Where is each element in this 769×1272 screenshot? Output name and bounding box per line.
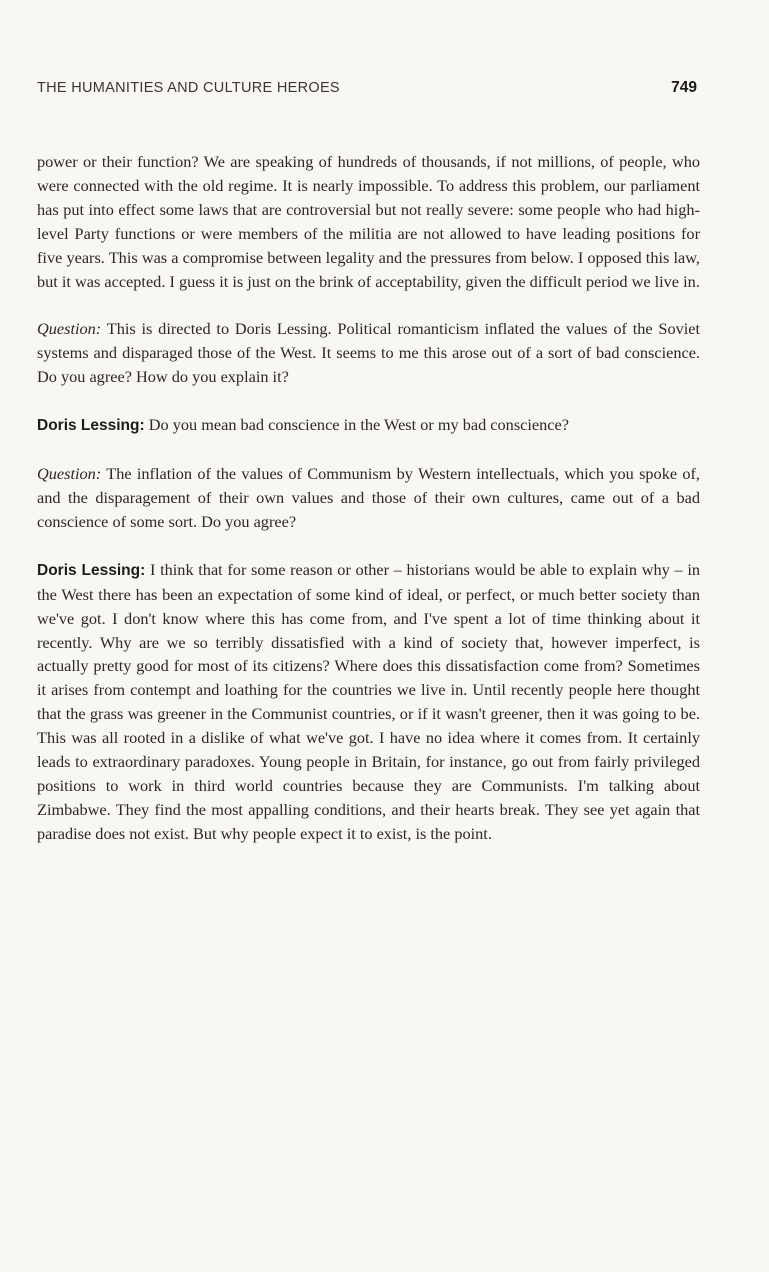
page-number: 749	[671, 79, 697, 96]
running-head	[37, 80, 699, 104]
answer-paragraph	[37, 413, 700, 438]
question-text: This is directed to Doris Lessing. Political romanticism inflated the values of the Soviet systems and disparaged those of the West. It seems to me this arose out of a sort of bad conscience. Do you agree? How do you explain it?	[37, 319, 701, 387]
answer-text: Do you mean bad conscience in the West or my bad conscience?	[148, 415, 569, 435]
paragraph-text: power or their function? We are speaking of hundreds of thousands, if not millions, of people, who were connected with the old regime. It is nearly impossible. To address this problem, our parliament has put into effect some laws that are controversial but not really severe: some people who had high-level Party functions or were members of the militia are not allowed to have leading positions for five years. This was a compromise between legality and the pressures from below. I opposed this law, but it was accepted. I guess it is just on the brink of acceptability, given the difficult period we live in.	[37, 152, 700, 291]
question-paragraph	[37, 317, 700, 389]
answer-paragraph	[37, 558, 700, 846]
body-text	[37, 150, 700, 846]
answer-text: I think that for some reason or other – historians would be able to explain why – in the West there has been an expectation of some kind of ideal, or perfect, or much better society than we've got. I don't know where this has come from, and I've spent a lot of time thinking about it recently. Why are we so terribly dissatisfied with a kind of society that, however imperfect, is actually pretty good for most of its citizens? Where does this dissatisfaction come from? Sometimes it arises from contempt and loathing for the countries we live in. Until recently people here thought that the grass was greener in the Communist countries, or if it wasn't greener, then it was going to be. This was all rooted in a dislike of what we've got. I have no idea where it comes from. It certainly leads to extraordinary paradoxes. Young people in Britain, for instance, go out from fairly privileged positions to work in third world countries because they are Communists. I'm talking about Zimbabwe. They find the most appalling conditions, and their hearts break. They see yet again that paradise does not exist. But why people expect it to exist, is the point.	[37, 559, 700, 843]
question-label: Question:	[37, 319, 102, 339]
speaker-name: Doris Lessing:	[37, 417, 145, 435]
question-label: Question:	[37, 464, 102, 484]
question-paragraph	[37, 462, 700, 534]
paragraph-continued	[37, 150, 700, 293]
speaker-name: Doris Lessing:	[37, 561, 146, 579]
question-text: The inflation of the values of Communism by Western intellectuals, which you spoke of, and the disparagement of their own values and those of their own cultures, came out of a bad conscience of some sort. Do you agree?	[37, 464, 701, 531]
running-title: THE HUMANITIES AND CULTURE HEROES	[37, 80, 340, 96]
